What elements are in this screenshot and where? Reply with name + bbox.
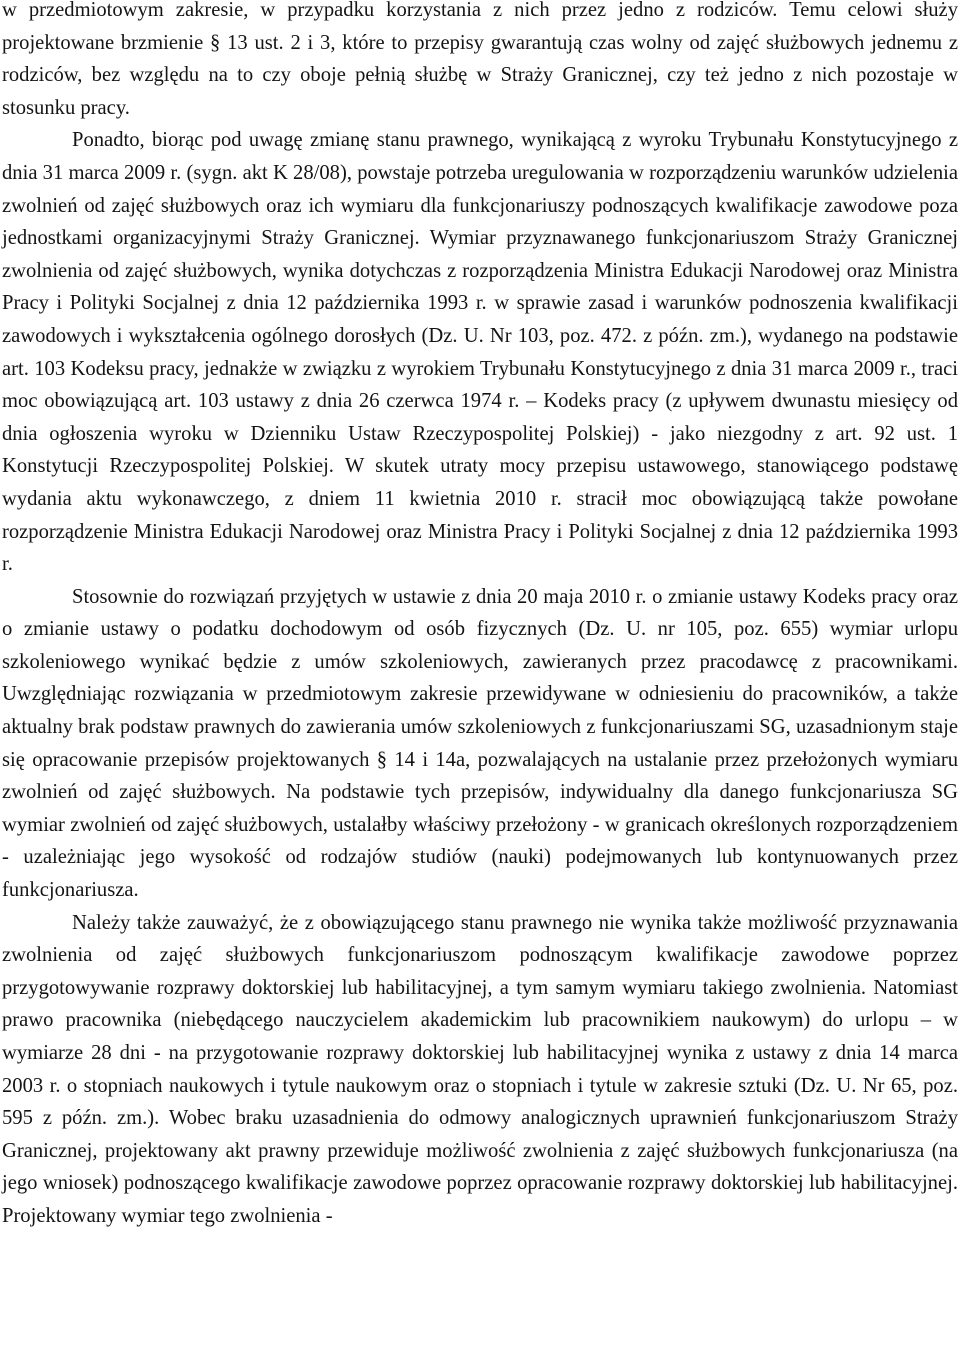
paragraph-training-leave: Stosownie do rozwiązań przyjętych w ustawie z dnia 20 maja 2010 r. o zmianie ustawy Kodeks pracy oraz o zmianie ustawy o podatku dochodowym od osób fizycznych (Dz. U. nr 105, poz. 655) wymiar urlopu szkoleniowego wynikać będzie z umów szkoleniowych, zawieranych przez pracodawcę z pracownikami. Uwzględniając rozwiązania w przedmiotowym zakresie przewidywane w odniesieniu do pracowników, a także aktualny brak podstaw prawnych do zawierania umów szkoleniowych z funkcjonariuszami SG, uzasadnionym staje się opracowanie przepisów projektowanych § 14 i 14a, pozwalających na ustalanie przez przełożonych wymiaru zwolnień od zajęć służbowych. Na podstawie tych przepisów, indywidualny dla danego funkcjonariusza SG wymiar zwolnień od zajęć służbowych, ustalałby właściwy przełożony - w granicach określonych rozporządzeniem - uzależniając jego wysokość od rodzajów studiów (nauki) podejmowanych lub kontynuowanych przez funkcjonariusza. [2,585,958,902]
paragraph-continuation: w przedmiotowym zakresie, w przypadku korzystania z nich przez jedno z rodziców. Temu celowi służy projektowane brzmienie § 13 ust. 2 i 3, które to przepisy gwarantują czas wolny od zajęć służbowych jednemu z rodziców, bez względu na to czy oboje pełnią służbę w Straży Granicznej, czy też jedno z nich pozostaje w stosunku pracy. [2,0,958,119]
paragraph-legal-change: Ponadto, biorąc pod uwagę zmianę stanu prawnego, wynikającą z wyroku Trybunału Konstytucyjnego z dnia 31 marca 2009 r. (sygn. akt K 28/08), powstaje potrzeba uregulowania w rozporządzeniu warunków udzielenia zwolnień od zajęć służbowych oraz ich wymiaru dla funkcjonariuszy podnoszących kwalifikacje zawodowe poza jednostkami organizacyjnymi Straży Granicznej. Wymiar przyznawanego funkcjonariuszom Straży Granicznej zwolnienia od zajęć służbowych, wynika dotychczas z rozporządzenia Ministra Edukacji Narodowej oraz Ministra Pracy i Polityki Socjalnej z dnia 12 października 1993 r. w sprawie zasad i warunków podnoszenia kwalifikacji zawodowych i wykształcenia ogólnego dorosłych (Dz. U. Nr 103, poz. 472. z późn. zm.), wydanego na podstawie art. 103 Kodeksu pracy, jednakże w związku z wyrokiem Trybunału Konstytucyjnego z dnia 31 marca 2009 r., traci moc obowiązującą art. 103 ustawy z dnia 26 czerwca 1974 r. – Kodeks pracy (z upływem dwunastu miesięcy od dnia ogłoszenia wyroku w Dzienniku Ustaw Rzeczypospolitej Polskiej) - jako niezgodny z art. 92 ust. 1 Konstytucji Rzeczypospolitej Polskiej. W skutek utraty mocy przepisu ustawowego, stanowiącego podstawę wydania aktu wykonawczego, z dniem 11 kwietnia 2010 r. stracił moc obowiązującą także powołane rozporządzenie Ministra Edukacji Narodowej oraz Ministra Pracy i Polityki Socjalnej z dnia 12 października 1993 r. [2,129,958,576]
paragraph-doctoral-leave: Należy także zauważyć, że z obowiązującego stanu prawnego nie wynika także możliwość przyznawania zwolnienia od zajęć służbowych funkcjonariuszom podnoszącym kwalifikacje zawodowe poprzez przygotowywanie rozprawy doktorskiej lub habilitacyjnej, a tym samym wymiaru takiego zwolnienia. Natomiast prawo pracownika (niebędącego nauczycielem akademickim lub pracownikiem naukowym) do urlopu – w wymiarze 28 dni - na przygotowanie rozprawy doktorskiej lub habilitacyjnej wynika z ustawy z dnia 14 marca 2003 r. o stopniach naukowych i tytule naukowym oraz o stopniach i tytule w zakresie sztuki (Dz. U. Nr 65, poz. 595 z późn. zm.). Wobec braku uzasadnienia do odmowy analogicznych uprawnień funkcjonariuszom Straży Granicznej, projektowany akt prawny przewiduje możliwość zwolnienia z zajęć służbowych funkcjonariusza (na jego wniosek) podnoszącego kwalifikacje zawodowe poprzez opracowanie rozprawy doktorskiej lub habilitacyjnej. Projektowany wymiar tego zwolnienia - [2,911,958,1227]
